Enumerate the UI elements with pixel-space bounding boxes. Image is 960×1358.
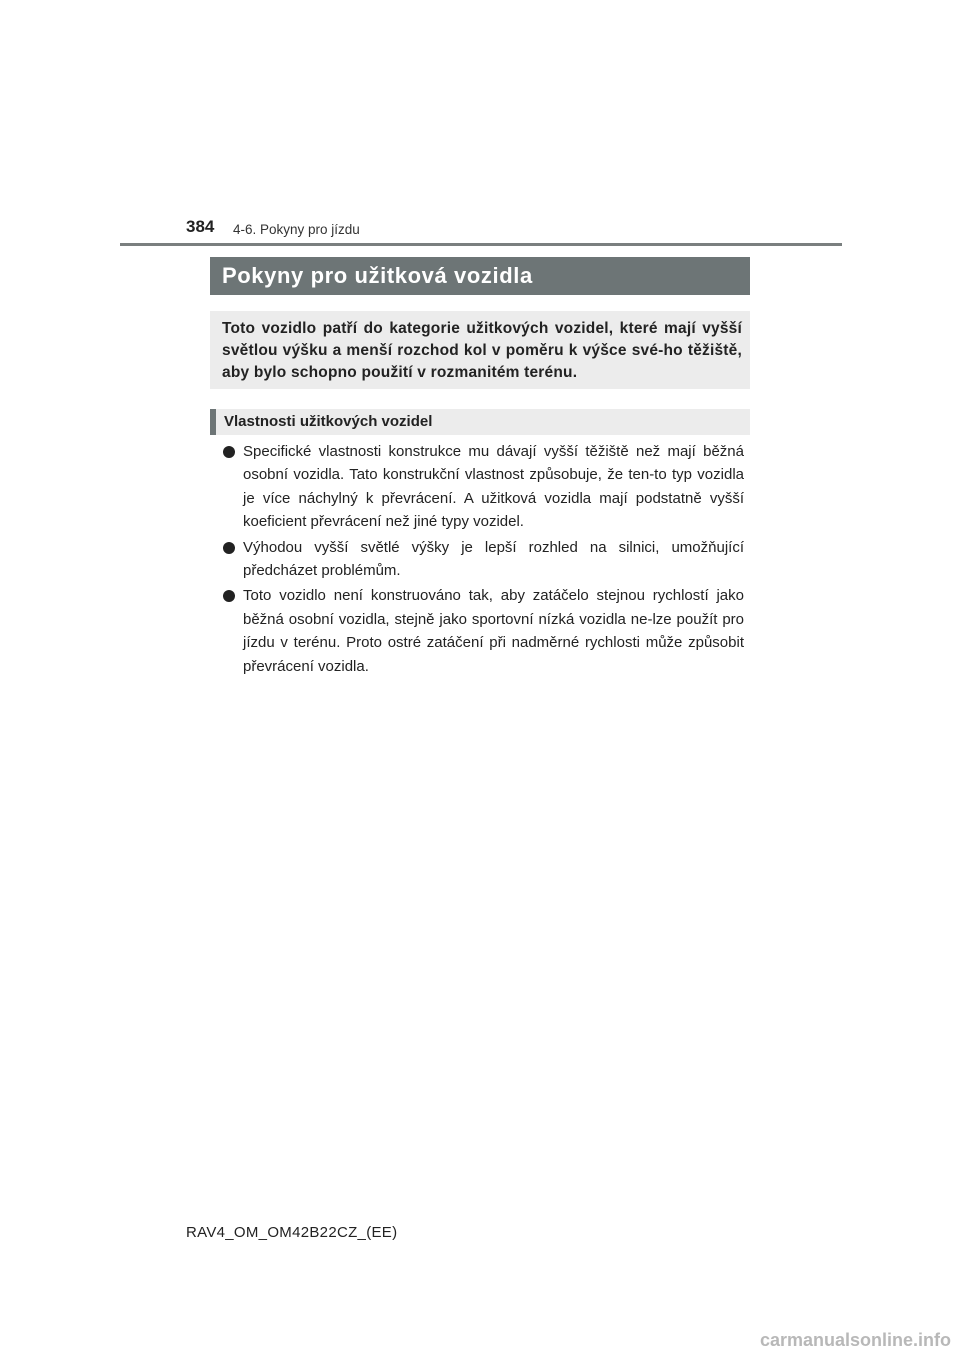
list-item-text: Specifické vlastnosti konstrukce mu dávají vyšší těžiště než mají běžná osobní vozidla. Tato konstrukční vlastnost způsobuje, že ten-to typ vozidla je více náchylný k převrácení. A užitková vozidla mají podstatně vyšší koeficient převrácení než jiné typy vozidel.: [243, 443, 744, 531]
bullet-icon: [223, 446, 235, 458]
list-item: [222, 584, 744, 678]
header-rule: [120, 243, 842, 246]
document-code: RAV4_OM_OM42B22CZ_(EE): [186, 1224, 398, 1241]
bullet-icon: [223, 590, 235, 602]
breadcrumb: 4-6. Pokyny pro jízdu: [233, 222, 360, 237]
list-item: [222, 536, 744, 583]
list-item-text: Výhodou vyšší světlé výšky je lepší rozhled na silnici, umožňující předcházet problémům.: [243, 538, 744, 580]
section-heading: Vlastnosti užitkových vozidel: [224, 413, 433, 430]
bullet-list: [222, 440, 744, 680]
page-title: Pokyny pro užitková vozidla: [210, 257, 750, 295]
list-item-text: Toto vozidlo není konstruováno tak, aby zatáčelo stejnou rychlostí jako běžná osobní vozidla, stejně jako sportovní nízká vozidla ne-lze použít pro jízdu v terénu. Proto ostré zatáčení při nadměrné rychlosti může způsobit převrácení vozidla.: [243, 587, 744, 675]
list-item: [222, 440, 744, 534]
bullet-icon: [223, 542, 235, 554]
watermark: carmanualsonline.info: [760, 1330, 952, 1350]
intro-paragraph: Toto vozidlo patří do kategorie užitkových vozidel, které mají vyšší světlou výšku a menší rozchod kol v poměru k výšce své-ho těžiště, aby bylo schopno použití v rozmanitém terénu.: [210, 311, 750, 389]
section-heading-bar: [210, 409, 750, 435]
section-accent: [210, 409, 216, 435]
page-number: 384: [186, 217, 215, 236]
